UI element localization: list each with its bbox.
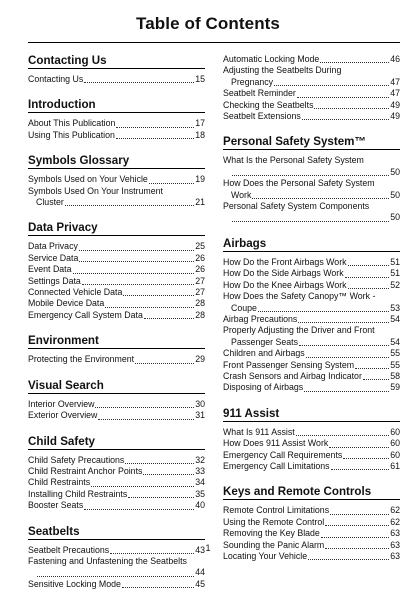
entry-title: How Do the Knee Airbags Work <box>223 279 347 290</box>
entry-page-number: 59 <box>390 382 400 393</box>
entry-page-number: 50 <box>390 189 400 200</box>
entry-page-number: 27 <box>195 287 205 298</box>
toc-entry[interactable] <box>28 241 205 252</box>
entry-title: Seatbelt Reminder <box>223 88 296 99</box>
toc-entry[interactable] <box>28 556 205 579</box>
dot-leader <box>79 260 194 262</box>
section-heading: Contacting Us <box>28 54 205 69</box>
entry-page-number: 45 <box>195 578 205 589</box>
dot-leader <box>345 276 390 278</box>
toc-entry[interactable] <box>28 130 205 141</box>
toc-right-column <box>223 54 400 575</box>
entry-page-number: 50 <box>390 212 400 223</box>
toc-entry[interactable] <box>28 186 205 209</box>
toc-entry[interactable] <box>223 201 400 224</box>
entry-title: Using the Remote Control <box>223 516 325 527</box>
toc-section <box>223 237 400 394</box>
toc-entry[interactable] <box>28 477 205 488</box>
dot-leader <box>343 457 389 459</box>
dot-leader <box>105 306 194 308</box>
entry-title: About This Publication <box>28 118 116 129</box>
entry-title: Child Restraints <box>28 477 91 488</box>
entry-title: Remote Control Limitations <box>223 505 330 516</box>
toc-entry[interactable] <box>223 314 400 325</box>
entry-title: Connected Vehicle Data <box>28 287 123 298</box>
entry-page-number: 28 <box>195 298 205 309</box>
entry-page-number: 52 <box>390 279 400 290</box>
dot-leader <box>95 406 194 408</box>
entry-page-number: 60 <box>390 426 400 437</box>
dot-leader <box>82 283 194 285</box>
toc-left-column <box>28 54 205 603</box>
dot-leader <box>135 362 194 364</box>
entry-title: Locating Your Vehicle <box>223 551 308 561</box>
dot-leader <box>232 220 389 222</box>
toc-entry[interactable] <box>28 310 205 321</box>
entry-title: Crash Sensors and Airbag Indicator <box>223 370 362 381</box>
section-heading: Seatbelts <box>28 525 205 540</box>
entry-page-number: 62 <box>390 505 400 516</box>
entry-page-number: 25 <box>195 241 205 252</box>
toc-entry[interactable] <box>28 264 205 275</box>
toc-entry[interactable] <box>223 155 400 178</box>
toc-section <box>28 525 205 591</box>
entry-page-number: 40 <box>195 500 205 511</box>
toc-section <box>28 379 205 422</box>
entry-page-number: 50 <box>390 166 400 177</box>
dot-leader <box>297 96 389 98</box>
entry-page-number: 43 <box>195 544 205 555</box>
entry-page-number: 49 <box>390 99 400 110</box>
toc-section <box>28 435 205 512</box>
entry-page-number: 53 <box>390 302 400 313</box>
dot-leader <box>116 137 194 139</box>
dot-leader <box>125 462 194 464</box>
entry-title: Emergency Call Requirements <box>223 449 343 460</box>
entry-page-number: 63 <box>390 551 400 561</box>
dot-leader <box>304 390 389 392</box>
entry-page-number: 35 <box>195 488 205 499</box>
dot-leader <box>321 536 389 538</box>
toc-entry[interactable] <box>28 455 205 466</box>
entry-title: Event Data <box>28 264 72 275</box>
entry-title: Checking the Seatbelts <box>223 99 314 110</box>
section-heading: Personal Safety System™ <box>223 135 400 150</box>
toc-section <box>28 154 205 208</box>
toc-entry[interactable] <box>28 276 205 287</box>
entry-title: What Is the Personal Safety System <box>223 155 364 166</box>
entry-title-continued-line <box>223 77 400 88</box>
toc-entry[interactable] <box>223 325 400 348</box>
dot-leader <box>320 61 389 63</box>
dot-leader <box>325 524 389 526</box>
dot-leader <box>84 81 194 83</box>
entry-title: Interior Overview <box>28 398 95 409</box>
dot-leader <box>79 249 194 251</box>
dot-leader <box>298 321 389 323</box>
dot-leader <box>123 294 194 296</box>
entry-page-number: 63 <box>390 528 400 539</box>
dot-leader <box>149 182 194 184</box>
toc-entry[interactable] <box>28 253 205 264</box>
dot-leader <box>91 485 194 487</box>
toc-entry[interactable] <box>223 348 400 359</box>
entry-title: How Does 911 Assist Work <box>223 438 329 449</box>
toc-section <box>223 54 400 122</box>
toc-entry[interactable] <box>28 466 205 477</box>
entry-page-number: 58 <box>390 370 400 381</box>
toc-entry[interactable] <box>223 88 400 99</box>
entry-page-number: 60 <box>390 438 400 449</box>
entry-page-number: 34 <box>195 477 205 488</box>
entry-page-number: 62 <box>390 516 400 527</box>
dot-leader <box>116 126 194 128</box>
toc-entry[interactable] <box>223 427 400 438</box>
section-heading: Environment <box>28 334 205 349</box>
section-heading: Airbags <box>223 237 400 252</box>
entry-page-number: 44 <box>195 567 205 578</box>
entry-page-number: 54 <box>390 336 400 347</box>
section-heading: 911 Assist <box>223 407 400 422</box>
toc-entry[interactable] <box>28 287 205 298</box>
dot-leader <box>306 356 390 358</box>
toc-entry[interactable] <box>28 298 205 309</box>
entry-page-number: 21 <box>195 197 205 208</box>
toc-entry[interactable] <box>223 505 400 516</box>
dot-leader <box>128 496 194 498</box>
entry-page-number: 19 <box>195 174 205 185</box>
toc-entry[interactable] <box>223 100 400 111</box>
toc-entry[interactable] <box>28 399 205 410</box>
entry-page-number: 29 <box>195 354 205 365</box>
entry-title: Fastening and Unfastening the Seatbelts <box>28 555 187 566</box>
dot-leader <box>122 586 194 588</box>
section-heading: Keys and Remote Controls <box>223 485 400 500</box>
dot-leader <box>355 367 389 369</box>
entry-title-continued: Coupe <box>231 302 257 313</box>
toc-entry[interactable] <box>223 371 400 382</box>
entry-title: Properly Adjusting the Driver and Front <box>223 325 375 336</box>
toc-entry[interactable] <box>223 54 400 65</box>
entry-title: How Does the Personal Safety System <box>223 178 375 189</box>
entry-title-continued-line <box>223 337 400 348</box>
dot-leader <box>274 84 389 86</box>
entry-title-continued: Cluster <box>36 197 64 208</box>
toc-entry[interactable] <box>28 489 205 500</box>
dot-leader <box>84 508 194 510</box>
entry-title: Child Safety Precautions <box>28 454 125 465</box>
entry-title: How Do the Side Airbags Work <box>223 268 344 279</box>
dot-leader <box>314 107 389 109</box>
entry-title: Installing Child Restraints <box>28 488 128 499</box>
entry-title: Using This Publication <box>28 129 115 140</box>
toc-entry[interactable] <box>28 354 205 365</box>
entry-title-continued: Passenger Seats <box>231 336 298 347</box>
entry-page-number: 47 <box>390 88 400 99</box>
entry-page-number: 51 <box>390 268 400 279</box>
entry-title: Automatic Locking Mode <box>223 54 320 64</box>
toc-section <box>223 135 400 223</box>
entry-title-continued-line <box>223 303 400 314</box>
entry-page-number: 46 <box>390 54 400 64</box>
dot-leader <box>252 197 389 199</box>
entry-page-number: 28 <box>195 309 205 320</box>
entry-page-number: 55 <box>390 359 400 370</box>
dot-leader <box>299 344 389 346</box>
entry-title: Adjusting the Seatbelts During <box>223 65 342 76</box>
entry-title-continued-line <box>223 190 400 201</box>
entry-title: Booster Seats <box>28 500 84 511</box>
dot-leader <box>232 174 389 176</box>
dot-leader <box>348 287 390 289</box>
toc-entry[interactable] <box>223 382 400 393</box>
page-number: 1 <box>205 543 211 553</box>
entry-title: Data Privacy <box>28 241 78 252</box>
entry-title-continued-line <box>223 167 400 178</box>
entry-page-number: 26 <box>195 252 205 263</box>
toc-entry[interactable] <box>223 360 400 371</box>
entry-title: Disposing of Airbags <box>223 382 304 393</box>
dot-leader <box>144 317 194 319</box>
section-heading: Symbols Glossary <box>28 154 205 169</box>
toc-entry[interactable] <box>223 280 400 291</box>
entry-page-number: 32 <box>195 454 205 465</box>
dot-leader <box>330 513 389 515</box>
entry-title: Protecting the Environment <box>28 354 135 365</box>
entry-page-number: 60 <box>390 449 400 460</box>
toc-entry[interactable] <box>223 450 400 461</box>
entry-title: Child Restraint Anchor Points <box>28 465 143 476</box>
dot-leader <box>143 473 194 475</box>
section-heading: Data Privacy <box>28 221 205 236</box>
toc-entry[interactable] <box>223 257 400 268</box>
entry-title-continued-line <box>28 567 205 578</box>
dot-leader <box>329 446 389 448</box>
entry-page-number: 63 <box>390 539 400 550</box>
entry-title: Airbag Precautions <box>223 313 298 324</box>
entry-page-number: 27 <box>195 275 205 286</box>
toc-entry[interactable] <box>223 517 400 528</box>
entry-page-number: 17 <box>195 118 205 129</box>
entry-title: Contacting Us <box>28 74 84 84</box>
entry-title: Mobile Device Data <box>28 298 105 309</box>
toc-entry[interactable] <box>28 74 205 85</box>
toc-section <box>28 54 205 85</box>
dot-leader <box>296 434 389 436</box>
entry-title: Front Passenger Sensing System <box>223 359 355 370</box>
section-heading: Child Safety <box>28 435 205 450</box>
dot-leader <box>308 558 389 560</box>
entry-title: Service Data <box>28 252 79 263</box>
toc-entry[interactable] <box>223 461 400 472</box>
entry-title: How Do the Front Airbags Work <box>223 256 347 267</box>
section-heading: Visual Search <box>28 379 205 394</box>
entry-title: Sensitive Locking Mode <box>28 578 121 589</box>
title-rule <box>28 42 400 43</box>
entry-page-number: 26 <box>195 264 205 275</box>
toc-entry[interactable] <box>28 174 205 185</box>
entry-page-number: 30 <box>195 398 205 409</box>
entry-page-number: 18 <box>195 129 205 140</box>
entry-title: Children and Airbags <box>223 348 305 359</box>
entry-title: Seatbelt Extensions <box>223 111 301 122</box>
toc-entry[interactable] <box>223 268 400 279</box>
entry-title: How Does the Safety Canopy™ Work - <box>223 291 376 302</box>
dot-leader <box>98 418 194 420</box>
entry-title: Emergency Call Limitations <box>223 460 330 471</box>
entry-page-number: 33 <box>195 465 205 476</box>
section-heading: Introduction <box>28 98 205 113</box>
toc-entry[interactable] <box>28 500 205 511</box>
dot-leader <box>37 575 194 577</box>
entry-title: What Is 911 Assist <box>223 426 295 437</box>
entry-page-number: 55 <box>390 348 400 359</box>
entry-page-number: 15 <box>195 74 205 84</box>
entry-title: Sounding the Panic Alarm <box>223 539 325 550</box>
dot-leader <box>363 378 389 380</box>
entry-page-number: 31 <box>195 410 205 421</box>
dot-leader <box>348 264 390 266</box>
entry-title: Seatbelt Precautions <box>28 544 110 555</box>
toc-entry[interactable] <box>28 410 205 421</box>
page-title: Table of Contents <box>136 14 280 33</box>
dot-leader <box>331 468 390 470</box>
entry-title-continued-line <box>28 197 205 208</box>
dot-leader <box>65 204 194 206</box>
entry-title: Exterior Overview <box>28 410 98 421</box>
toc-entry[interactable] <box>223 528 400 539</box>
toc-entry[interactable] <box>28 118 205 129</box>
toc-entry[interactable] <box>28 579 205 590</box>
dot-leader <box>73 272 195 274</box>
dot-leader <box>302 118 389 120</box>
entry-title: Removing the Key Blade <box>223 528 320 539</box>
toc-section <box>28 334 205 365</box>
entry-title-continued-line <box>223 212 400 223</box>
toc-entry[interactable] <box>223 178 400 201</box>
dot-leader <box>258 310 389 312</box>
toc-entry[interactable] <box>223 291 400 314</box>
entry-title-continued: Work <box>231 189 252 200</box>
entry-page-number: 61 <box>390 460 400 471</box>
toc-entry[interactable] <box>223 438 400 449</box>
entry-title-continued: Pregnancy <box>231 76 274 87</box>
entry-page-number: 47 <box>390 76 400 87</box>
toc-entry[interactable] <box>223 111 400 122</box>
toc-section <box>28 221 205 321</box>
entry-page-number: 54 <box>390 313 400 324</box>
entry-title: Emergency Call System Data <box>28 309 143 320</box>
toc-section <box>223 407 400 473</box>
toc-entry[interactable] <box>223 65 400 88</box>
toc-section <box>28 98 205 141</box>
entry-title: Personal Safety System Components <box>223 201 370 212</box>
entry-page-number: 49 <box>390 111 400 122</box>
entry-title: Settings Data <box>28 275 81 286</box>
entry-page-number: 51 <box>390 256 400 267</box>
entry-title: Symbols Used On Your Instrument <box>28 185 163 196</box>
entry-title: Symbols Used on Your Vehicle <box>28 174 148 185</box>
